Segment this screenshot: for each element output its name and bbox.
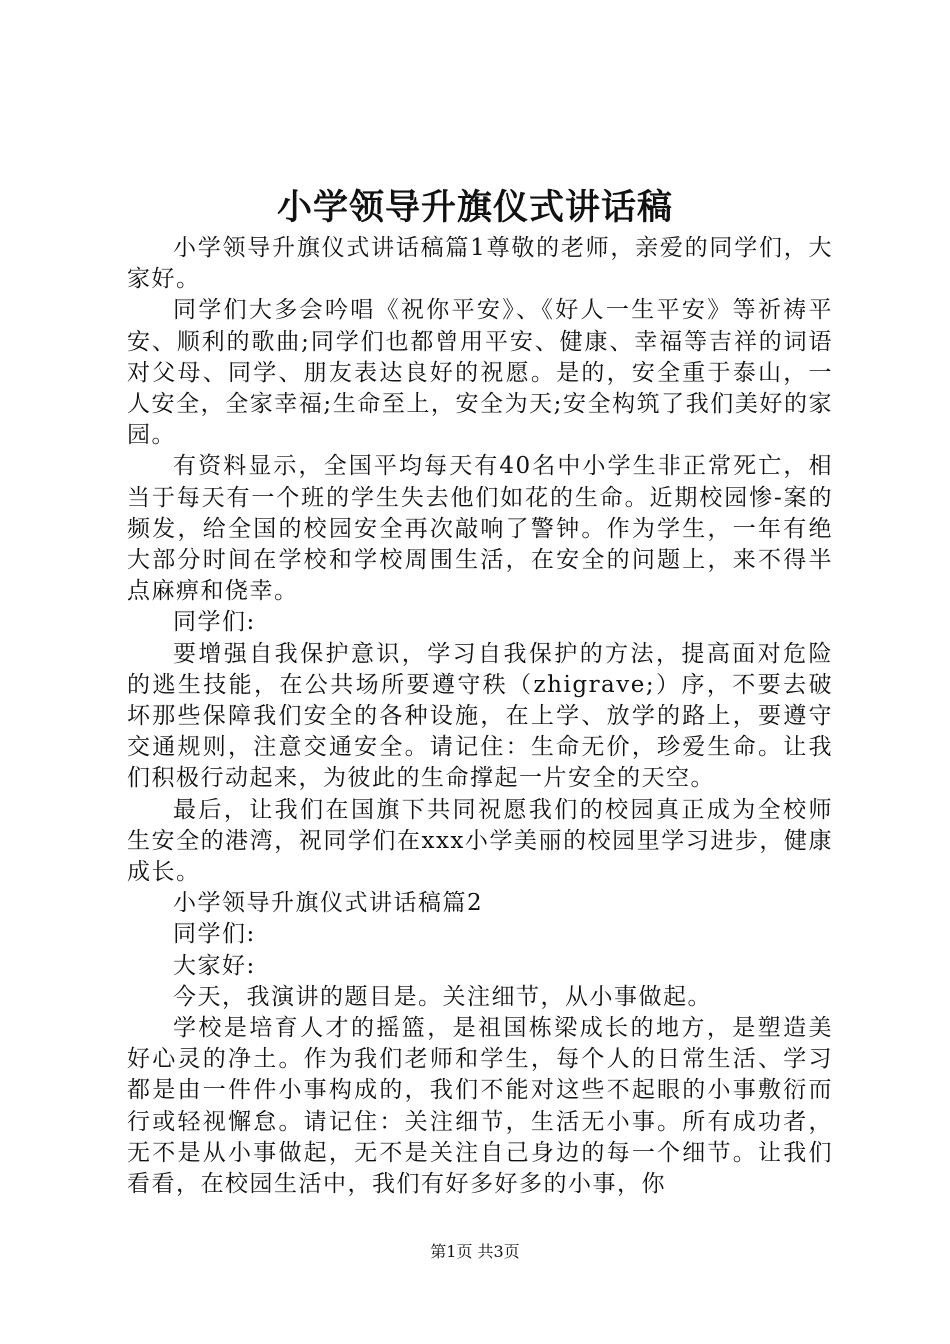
paragraph: 学校是培育人才的摇篮，是祖国栋梁成长的地方，是塑造美好心灵的净土。作为我们老师和学生，每个人的日常生活、学习都是由一件件小事构成的，我们不能对这些不起眼的小事敷衍而行或轻视懈怠。请记住：关注细节，生活无小事。所有成功者，无不是从小事做起，无不是关注自己身边的每一个细节。让我们看看，在校园生活中，我们有好多好多的小事，你 — [127, 1015, 833, 1198]
paragraph: 最后，让我们在国旗下共同祝愿我们的校园真正成为全校师生安全的港湾，祝同学们在xxx小学美丽的校园里学习进步，健康成长。 — [127, 796, 833, 886]
document-title: 小学领导升旗仪式讲话稿 — [276, 187, 673, 228]
paragraph: 大家好: — [173, 952, 256, 979]
paragraph: 小学领导升旗仪式讲话稿篇1尊敬的老师，亲爱的同学们，大家好。 — [127, 235, 833, 293]
paragraph: 同学们: — [173, 921, 256, 948]
page-number-footer: 第1页 共3页 — [430, 1242, 520, 1261]
paragraph: 同学们: — [173, 609, 256, 636]
section-heading: 小学领导升旗仪式讲话稿篇2 — [173, 890, 484, 917]
document-body — [127, 233, 833, 1200]
paragraph: 有资料显示，全国平均每天有40名中小学生非正常死亡，相当于每天有一个班的学生失去他们如花的生命。近期校园惨-案的频发，给全国的校园安全再次敲响了警钟。作为学生，一年有绝大部分时间在学校和学校周围生活，在安全的问题上，来不得半点麻痹和侥幸。 — [127, 453, 833, 605]
paragraph: 同学们大多会吟唱《祝你平安》、《好人一生平安》等祈祷平安、顺利的歌曲;同学们也都曾用平安、健康、幸福等吉祥的词语对父母、同学、朋友表达良好的祝愿。是的，安全重于泰山，一人安全，全家幸福;生命至上，安全为天;安全构筑了我们美好的家园。 — [127, 297, 833, 449]
paragraph: 今天，我演讲的题目是。关注细节，从小事做起。 — [173, 983, 712, 1010]
paragraph: 要增强自我保护意识，学习自我保护的方法，提高面对危险的逃生技能，在公共场所要遵守秩（zhigrave;）序，不要去破坏那些保障我们安全的各种设施，在上学、放学的路上，要遵守交通规则，注意交通安全。请记住：生命无价，珍爱生命。让我们积极行动起来，为彼此的生命撑起一片安全的天空。 — [127, 640, 833, 792]
